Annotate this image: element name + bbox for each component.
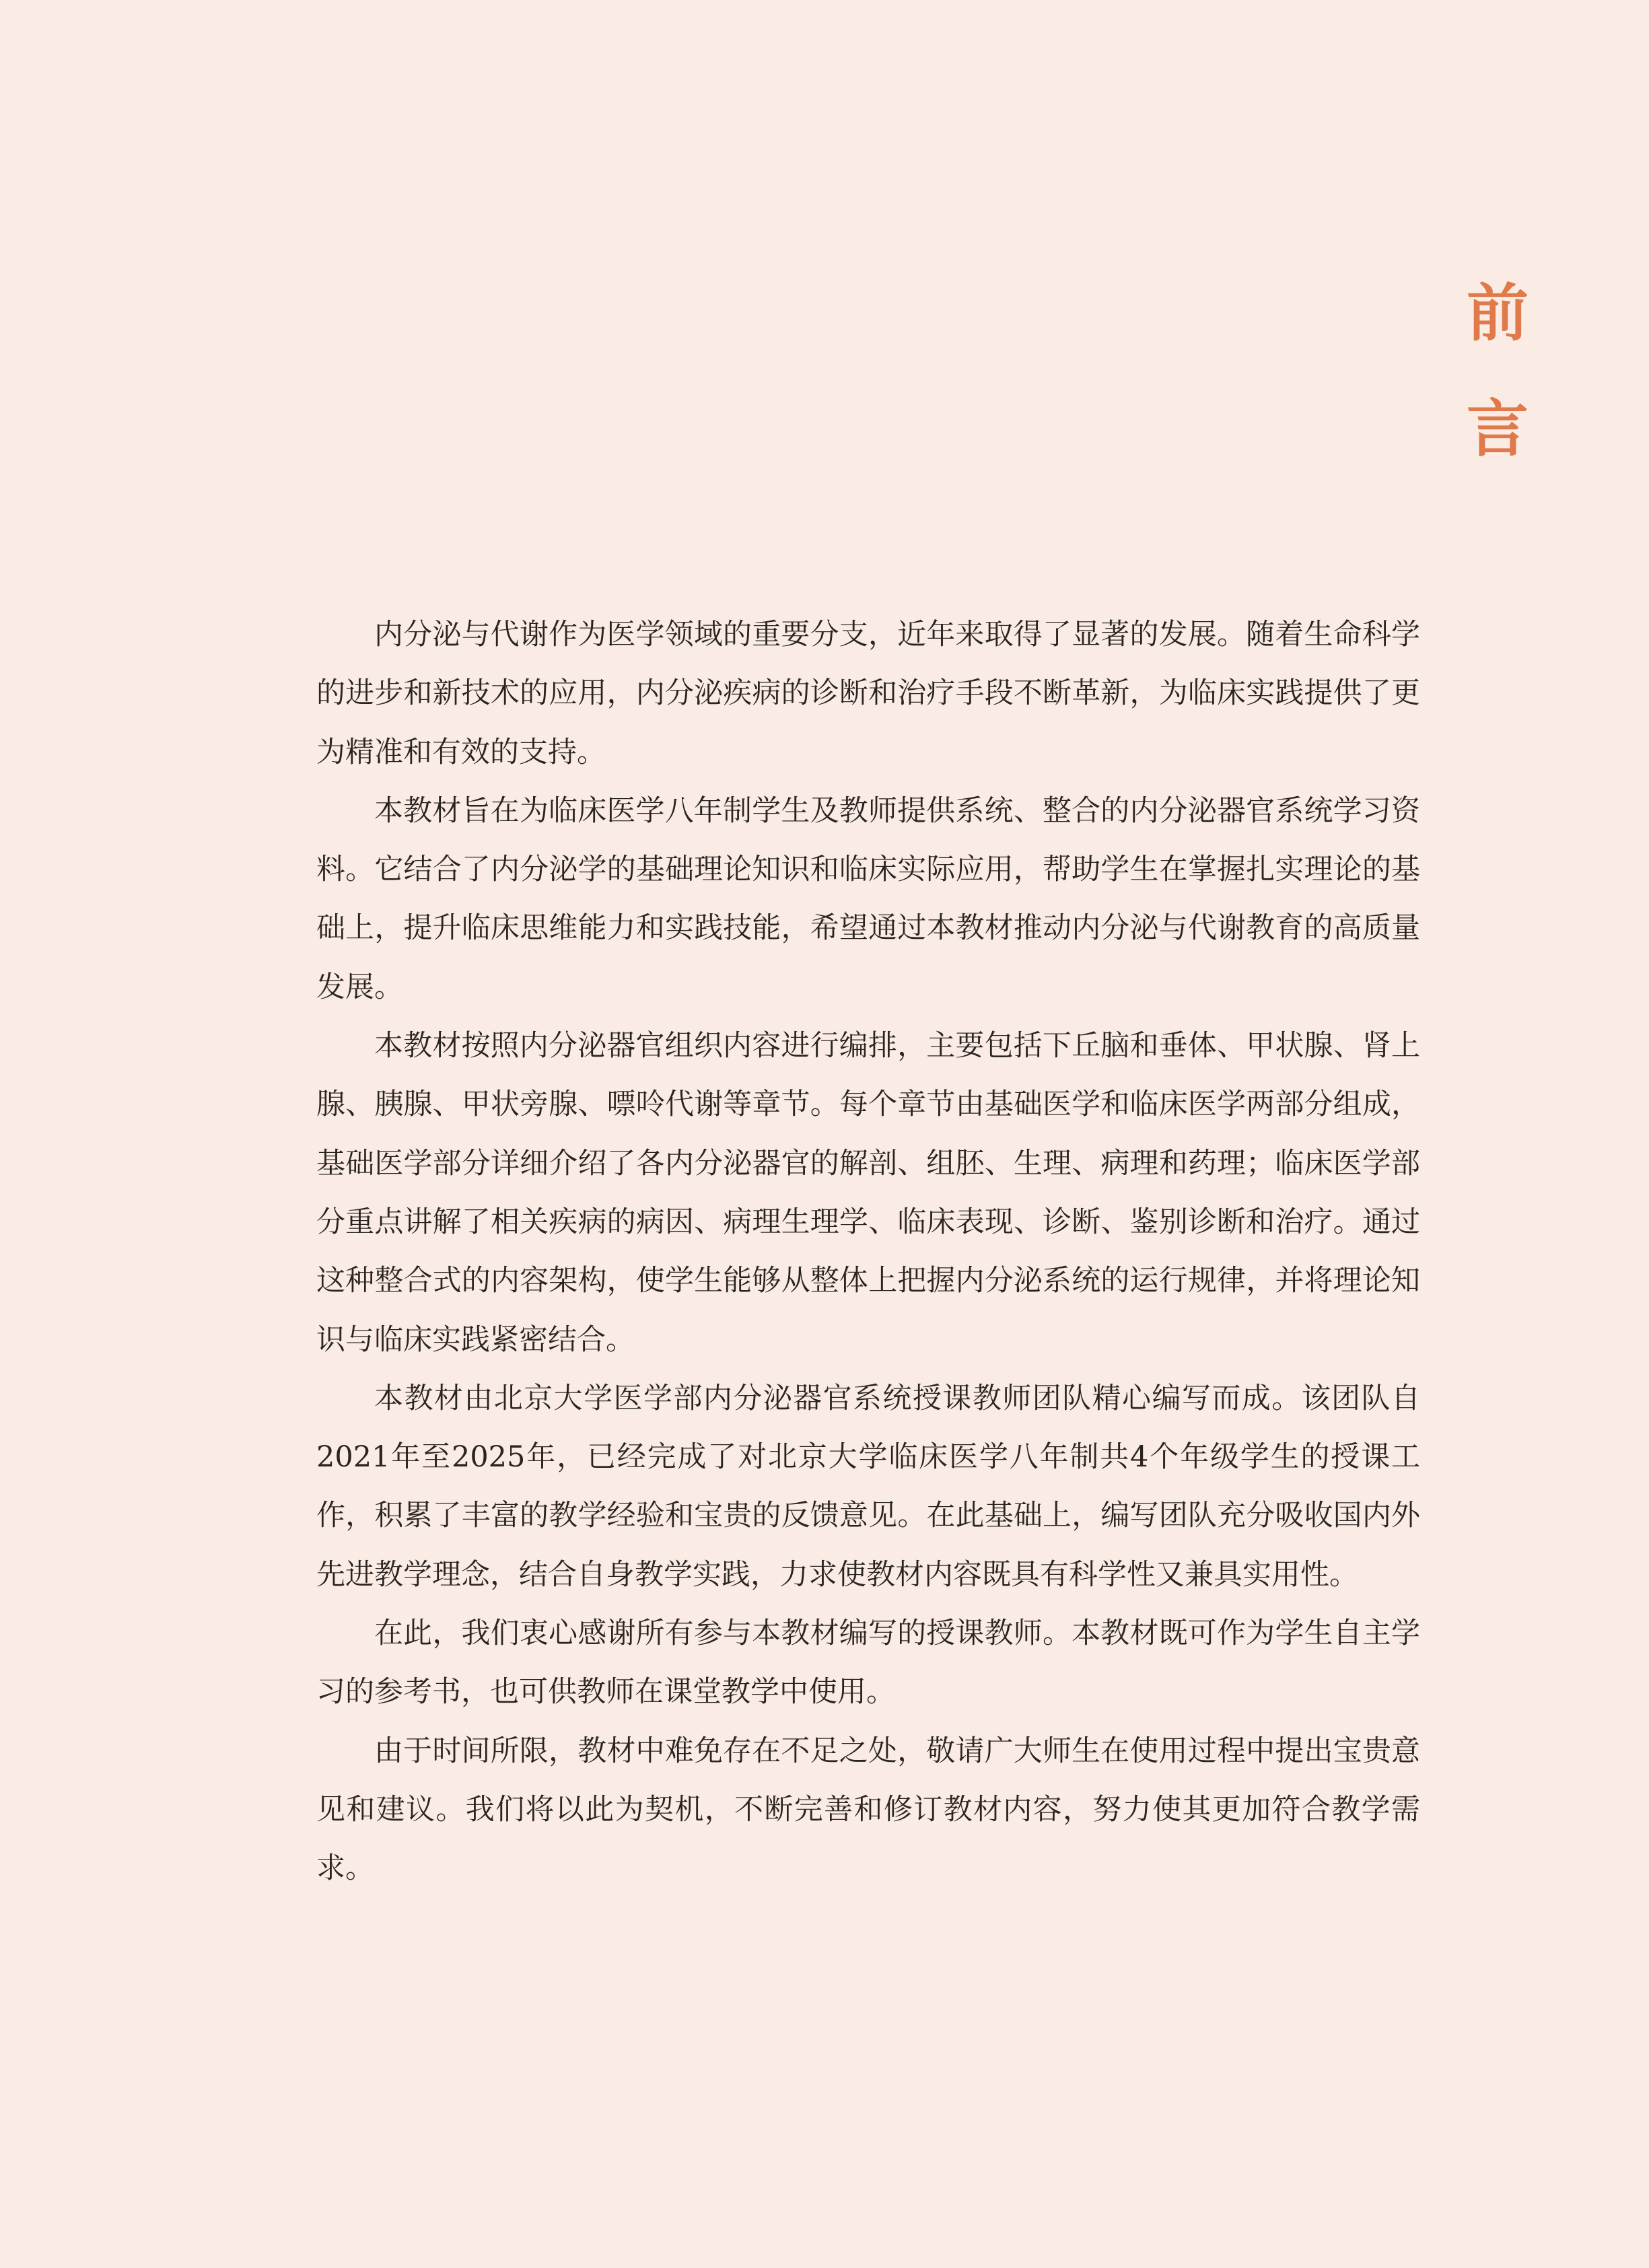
page-title-char-1: 前: [1466, 277, 1529, 349]
preface-body: [316, 606, 1420, 1899]
paragraph-4: 本教材由北京大学医学部内分泌器官系统授课教师团队精心编写而成。该团队自2021年至2025年，已经完成了对北京大学临床医学八年制共4个年级学生的授课工作，积累了丰富的教学经验和宝贵的反馈意见。在此基础上，编写团队充分吸收国内外先进教学理念，结合自身教学实践，力求使教材内容既具有科学性又兼具实用性。: [316, 1381, 1420, 1592]
page-title-char-2: 言: [1466, 393, 1529, 465]
paragraph-3: 本教材按照内分泌器官组织内容进行编排，主要包括下丘脑和垂体、甲状腺、肾上腺、胰腺、甲状旁腺、嘌呤代谢等章节。每个章节由基础医学和临床医学两部分组成，基础医学部分详细介绍了各内分泌器官的解剖、组胚、生理、病理和药理；临床医学部分重点讲解了相关疾病的病因、病理生理学、临床表现、诊断、鉴别诊断和治疗。通过这种整合式的内容架构，使学生能够从整体上把握内分泌系统的运行规律，并将理论知识与临床实践紧密结合。: [316, 1029, 1420, 1357]
paragraph-1: 内分泌与代谢作为医学领域的重要分支，近年来取得了显著的发展。随着生命科学的进步和新技术的应用，内分泌疾病的诊断和治疗手段不断革新，为临床实践提供了更为精准和有效的支持。: [316, 618, 1420, 769]
paragraph-2: 本教材旨在为临床医学八年制学生及教师提供系统、整合的内分泌器官系统学习资料。它结合了内分泌学的基础理论知识和临床实际应用，帮助学生在掌握扎实理论的基础上，提升临床思维能力和实践技能，希望通过本教材推动内分泌与代谢教育的高质量发展。: [316, 793, 1420, 1004]
paragraph-6: 由于时间所限，教材中难免存在不足之处，敬请广大师生在使用过程中提出宝贵意见和建议。我们将以此为契机，不断完善和修订教材内容，努力使其更加符合教学需求。: [316, 1734, 1420, 1886]
paragraph-5: 在此，我们衷心感谢所有参与本教材编写的授课教师。本教材既可作为学生自主学习的参考书，也可供教师在课堂教学中使用。: [316, 1617, 1420, 1709]
page-title: [1464, 277, 1531, 465]
